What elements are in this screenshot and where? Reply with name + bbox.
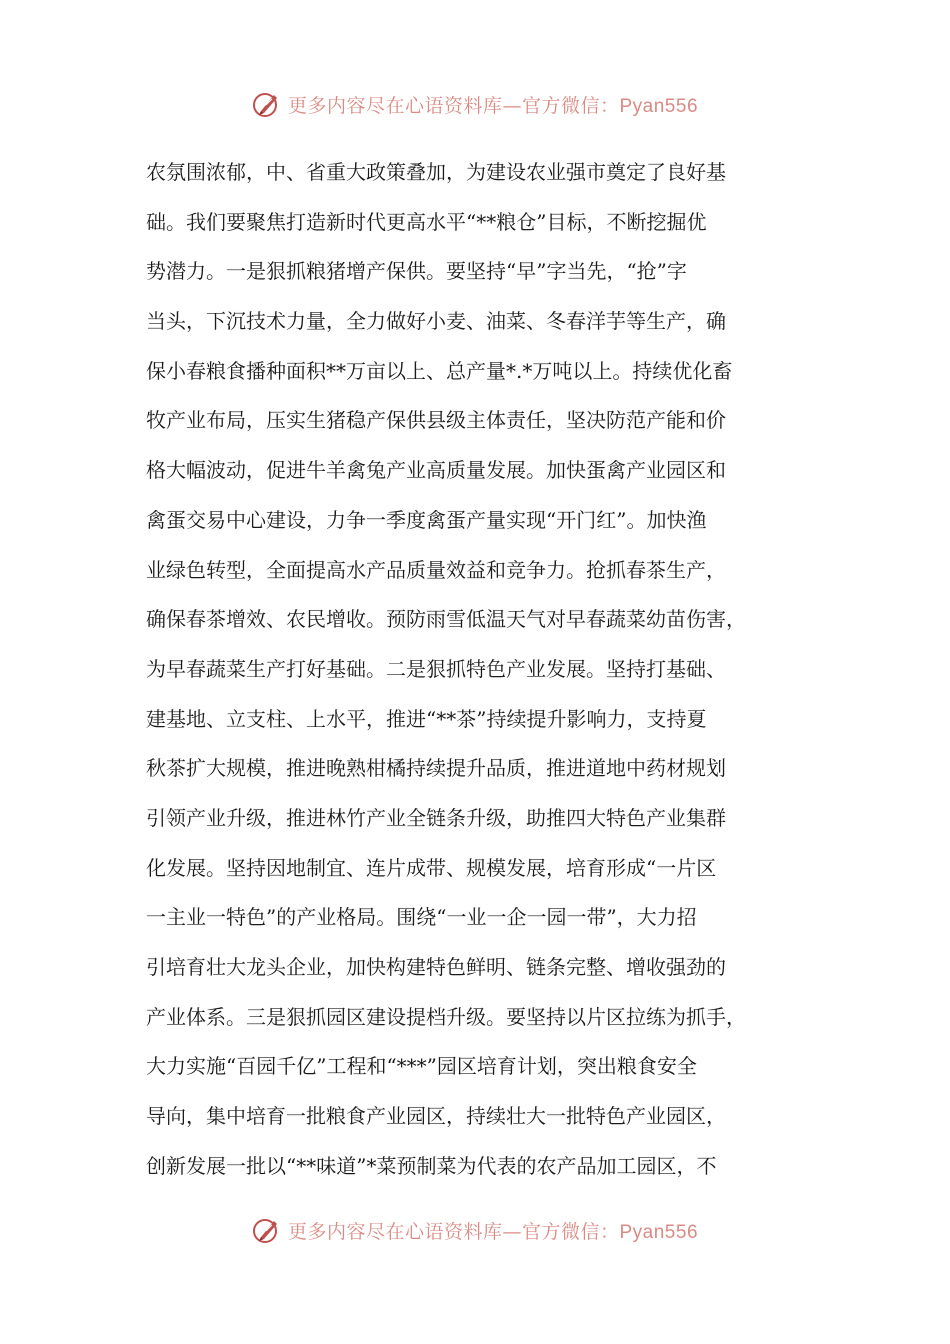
text-line: 大力实施“百园千亿”工程和“***”园区培育计划，突出粮食安全 [146,1054,697,1079]
text-line: 当头，下沉技术力量，全力做好小麦、油菜、冬春洋芋等生产，确 [146,309,726,334]
text-line: 础。我们要聚焦打造新时代更高水平“**粮仓”目标，不断挖掘优 [146,209,707,234]
text-line: 一主业一特色”的产业格局。围绕“一业一企一园一带”，大力招 [146,905,697,930]
text-line: 农氛围浓郁，中、省重大政策叠加，为建设农业强市奠定了良好基 [146,160,726,184]
text-line: 业绿色转型，全面提高水产品质量效益和竞争力。抢抓春茶生产， [146,557,726,582]
watermark-text [288,1217,698,1244]
watermark-label: 更多内容尽在心语资料库—官方微信： [287,1220,620,1243]
text-line: 势潜力。一是狠抓粮猪增产保供。要坚持“早”字当先，“抢”字 [146,259,687,284]
fountain-pen-logo-icon [252,1215,282,1245]
text-line: 格大幅波动，促进牛羊禽兔产业高质量发展。加快蛋禽产业园区和 [146,458,726,483]
text-line: 保小春粮食播种面积**万亩以上、总产量*.*万吨以上。持续优化畜 [146,358,733,383]
text-line: 导向，集中培育一批粮食产业园区，持续壮大一批特色产业园区， [146,1104,726,1129]
watermark-text [288,91,698,118]
text-line: 禽蛋交易中心建设，力争一季度禽蛋产量实现“开门红”。加快渔 [146,507,707,532]
text-line: 牧产业布局，压实生猪稳产保供县级主体责任，坚决防范产能和价 [146,408,726,433]
fountain-pen-logo-icon [252,89,282,119]
wechat-id: Pyan556 [619,1221,699,1243]
text-line: 化发展。坚持因地制宜、连片成带、规模发展，培育形成“一片区 [146,855,717,880]
footer-watermark [0,1210,950,1250]
document-body [146,148,816,1191]
text-line: 引培育壮大龙头企业，加快构建特色鲜明、链条完整、增收强劲的 [146,955,726,979]
text-line: 建基地、立支柱、上水平，推进“**茶”持续提升影响力，支持夏 [146,706,707,731]
text-line: 引领产业升级，推进林竹产业全链条升级，助推四大特色产业集群 [146,805,726,830]
text-line: 为早春蔬菜生产打好基础。二是狠抓特色产业发展。坚持打基础、 [146,656,726,681]
text-line: 秋茶扩大规模，推进晚熟柑橘持续提升品质，推进道地中药材规划 [146,756,726,781]
wechat-id: Pyan556 [619,95,699,117]
header-watermark [0,84,950,124]
text-line: 创新发展一批以“**味道”*菜预制菜为代表的农产品加工园区，不 [146,1153,717,1178]
text-line: 确保春茶增效、农民增收。预防雨雪低温天气对早春蔬菜幼苗伤害， [146,607,746,632]
text-line: 产业体系。三是狠抓园区建设提档升级。要坚持以片区拉练为抓手， [146,1004,746,1029]
watermark-label: 更多内容尽在心语资料库—官方微信： [287,94,620,117]
